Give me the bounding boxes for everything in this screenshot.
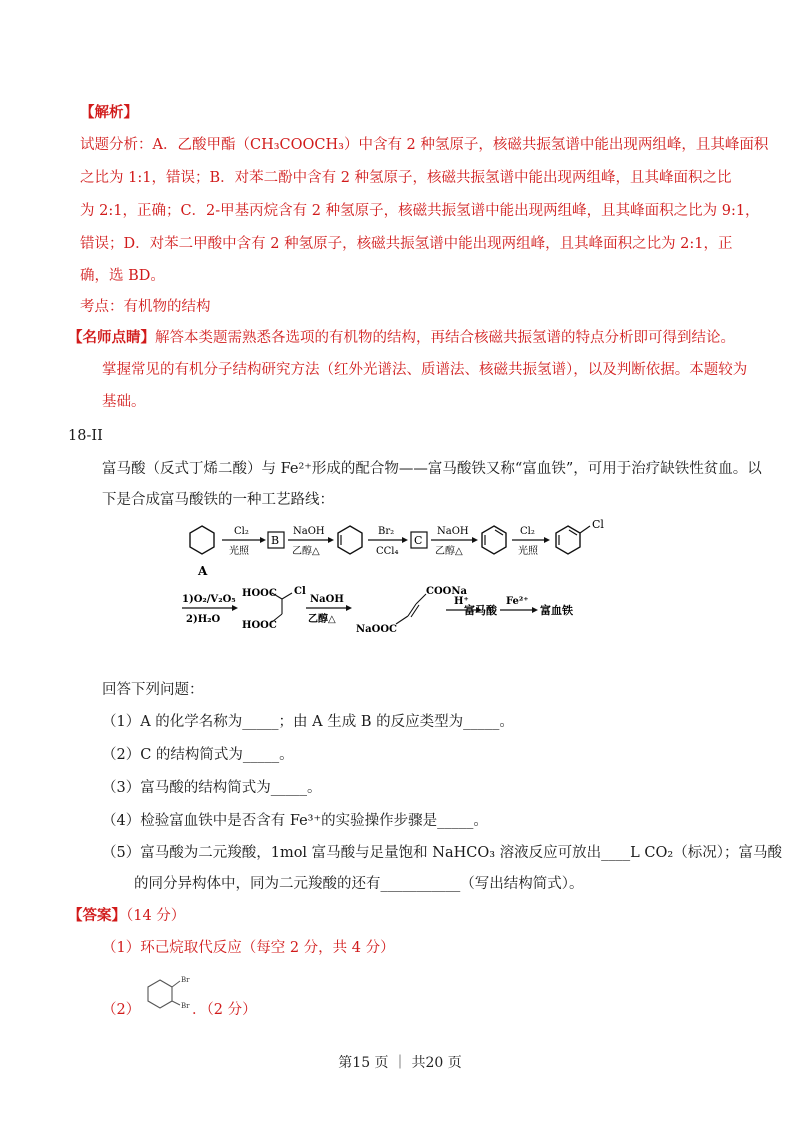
teacher-note-line-2: 掌握常见的有机分子结构研究方法（红外光谱法、质谱法、核磁共振氢谱），以及判断依据。本题较为 [102,362,748,378]
arrow1-reagent: Cl₂ [234,526,249,537]
br-label-1: Br [181,976,190,984]
answer-2-suffix: ．（2 分） [192,1002,257,1018]
br-label-2: Br [181,1002,190,1010]
question-4: （4）检验富血铁中是否含有 Fe³⁺的实验操作步骤是_____。 [102,813,488,829]
label-a: A [198,564,208,578]
analysis-line-3: 为 2:1，正确；C．2-甲基丙烷含有 2 种氢原子，核磁共振氢谱中能出现两组峰，且其峰面积之比为 9:1， [80,203,760,219]
arrow5-reagent: Cl₂ [520,526,535,537]
answer-score: （14 分） [126,908,186,924]
answer-prompt: 回答下列问题： [102,682,204,698]
kaodian: 考点：有机物的结构 [80,299,211,315]
naoh-condition-2: 乙醇△ [308,614,336,625]
hooc-top: HOOC [242,588,277,599]
acid-reagent: H⁺ [454,596,469,607]
arrow4-reagent: NaOH [437,526,469,537]
teacher-note-text-1: 解答本类题需熟悉各选项的有机物的结构，再结合核磁共振氢谱的特点分析即可得到结论。 [155,330,735,346]
answer-tag: 【答案】 [68,907,126,924]
question-number: 18-II [68,428,103,444]
analysis-line-1: 试题分析：A．乙酸甲酯（CH₃COOCH₃）中含有 2 种氢原子，核磁共振氢谱中能出现两组峰，且其峰面积 [80,137,769,153]
question-3: （3）富马酸的结构简式为_____。 [102,780,322,796]
question-1: （1）A 的化学名称为_____；由 A 生成 B 的反应类型为_____。 [102,714,514,730]
iron-reagent: Fe²⁺ [506,596,529,607]
question-5-line-2: 的同分异构体中，同为二元羧酸的还有___________（写出结构简式）。 [134,876,584,892]
answer-header [68,906,185,926]
naoh-reagent-2: NaOH [310,594,344,605]
synthesis-scheme-row-2 [180,582,620,644]
question-2: （2）C 的结构简式为_____。 [102,747,294,763]
answer-2-prefix: （2） [102,1002,141,1018]
intro-line-1: 富马酸（反式丁烯二酸）与 Fe²⁺形成的配合物——富马酸铁又称“富血铁”，可用于治疗缺铁性贫血。以 [102,461,762,477]
arrow2-condition: 乙醇△ [292,546,320,557]
synthesis-scheme-row-1 [180,512,620,582]
oxidation-reagent: 1)O₂/V₂O₅ [182,594,236,605]
cyclohexane-ring [190,526,214,554]
teacher-note-line-3: 基础。 [102,394,146,410]
intro-line-2: 下是合成富马酸铁的一种工艺路线： [102,492,334,508]
box-b-label: B [271,534,280,547]
answer-1: （1）环己烷取代反应（每空 2 分，共 4 分） [102,940,395,956]
page-footer: 第15 页 ｜ 共20 页 [338,1055,462,1071]
arrow2-reagent: NaOH [293,526,325,537]
arrow5-condition: 光照 [518,546,538,557]
arrow3-condition: CCl₄ [376,546,399,557]
coona-label: COONa [426,586,468,597]
question-5-line-1: （5）富马酸为二元羧酸，1mol 富马酸与足量饱和 NaHCO₃ 溶液反应可放出____L CO₂（标况）；富马酸 [102,845,782,861]
cyclohexene-ring [338,526,362,554]
hydrolysis-reagent: 2)H₂O [186,614,221,625]
box-c-label: C [414,534,423,547]
fumaric-acid-label: 富马酸 [464,604,497,617]
arrow3-reagent: Br₂ [378,526,395,537]
chloro-label: Cl [294,586,306,597]
naooc-label: NaOOC [356,624,398,635]
analysis-line-4: 错误；D．对苯二甲酸中含有 2 种氢原子，核磁共振氢谱中能出现两组峰，且其峰面积之比为 2:1，正 [80,236,733,252]
analysis-line-2: 之比为 1:1，错误；B．对苯二酚中含有 2 种氢原子，核磁共振氢谱中能出现两组峰，且其峰面积之比 [80,170,732,186]
hooc-bottom: HOOC [242,620,277,631]
analysis-line-5: 确，选 BD。 [80,268,165,284]
dibromocyclohexane-structure [138,968,198,1016]
cl-substituent: Cl [592,518,604,531]
ferrous-fumarate-label: 富血铁 [540,604,573,617]
arrow4-condition: 乙醇△ [435,546,463,557]
teacher-note-tag: 【名师点睛】 [68,329,155,346]
arrow1-condition: 光照 [229,546,249,557]
teacher-note-line-1 [68,328,735,348]
analysis-tag: 【解析】 [80,104,138,121]
